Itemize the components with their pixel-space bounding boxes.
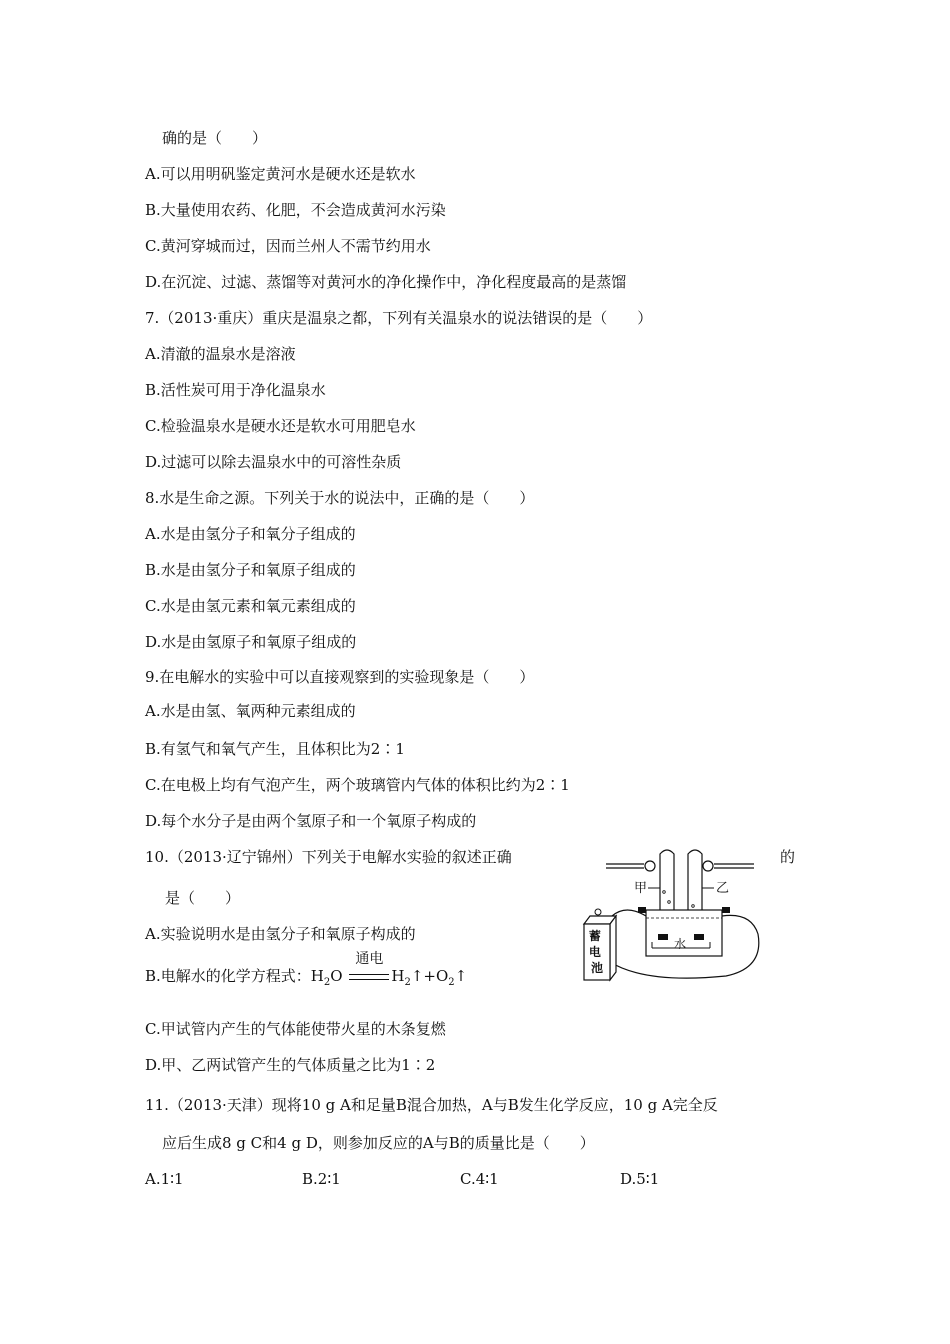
q10-b-products-h: H bbox=[391, 967, 405, 985]
q11-option-d: D.5∶1 bbox=[620, 1170, 660, 1188]
q11-option-b: B.2∶1 bbox=[302, 1170, 341, 1188]
right-tube-label: 乙 bbox=[716, 881, 730, 896]
q8-option-a: A.水是由氢分子和氧分子组成的 bbox=[145, 525, 356, 543]
equals-sign bbox=[349, 974, 389, 980]
q9-option-c: C.在电极上均有气泡产生，两个玻璃管内气体的体积比约为2∶1 bbox=[145, 776, 570, 794]
q10-b-h2o-tail: O bbox=[330, 967, 343, 985]
q6-option-b: B.大量使用农药、化肥，不会造成黄河水污染 bbox=[145, 201, 446, 219]
reaction-condition-label: 通电 bbox=[355, 951, 384, 967]
subscript: 2 bbox=[448, 977, 455, 988]
left-electrode bbox=[658, 934, 668, 940]
battery-terminal bbox=[595, 909, 601, 915]
battery-side bbox=[610, 916, 616, 980]
reaction-condition bbox=[347, 951, 391, 986]
q9-stem: 9.在电解水的实验中可以直接观察到的实验现象是（ ） bbox=[145, 668, 535, 686]
q11-option-c: C.4∶1 bbox=[460, 1170, 499, 1188]
q6-option-a: A.可以用明矾鉴定黄河水是硬水还是软水 bbox=[145, 165, 416, 183]
q6-stem-continuation: 确的是（ ） bbox=[162, 129, 268, 147]
battery-label: 蓄 电 池 bbox=[588, 929, 604, 975]
q9-option-a: A.水是由氢、氧两种元素组成的 bbox=[145, 702, 356, 720]
subscript: 2 bbox=[404, 977, 411, 988]
q7-stem: 7.（2013·重庆）重庆是温泉之都，下列有关温泉水的说法错误的是（ ） bbox=[145, 309, 653, 327]
q10-option-b bbox=[145, 951, 468, 993]
q7-option-d: D.过滤可以除去温泉水中的可溶性杂质 bbox=[145, 453, 402, 471]
electrolysis-apparatus-diagram bbox=[576, 844, 770, 984]
water-label: 水 bbox=[674, 937, 687, 951]
q8-option-d: D.水是由氢原子和氧原子组成的 bbox=[145, 633, 357, 651]
right-stopcock bbox=[703, 861, 713, 871]
left-tube-label: 甲 bbox=[634, 881, 648, 896]
q8-option-c: C.水是由氢元素和氧元素组成的 bbox=[145, 597, 356, 615]
q10-b-products-mid: ↑+O bbox=[410, 967, 449, 985]
q7-option-c: C.检验温泉水是硬水还是软水可用肥皂水 bbox=[145, 417, 416, 435]
subscript: 2 bbox=[323, 977, 331, 988]
q10-stem: 10.（2013·辽宁锦州）下列关于电解水实验的叙述正确 bbox=[145, 848, 512, 866]
q9-option-d: D.每个水分子是由两个氢原子和一个氧原子构成的 bbox=[145, 812, 477, 830]
right-clip bbox=[722, 907, 730, 913]
q11-stem: 11.（2013·天津）现将10 g A和足量B混合加热，A与B发生化学反应，10 g A完全反 bbox=[145, 1096, 718, 1114]
q10-option-d: D.甲、乙两试管产生的气体质量之比为1∶2 bbox=[145, 1056, 436, 1074]
q7-option-b: B.活性炭可用于净化温泉水 bbox=[145, 381, 326, 399]
q10-stem-continuation: 是（ ） bbox=[165, 889, 241, 907]
left-clip bbox=[638, 907, 646, 913]
q9-option-b: B.有氢气和氧气产生，且体积比为2∶1 bbox=[145, 740, 405, 758]
q11-stem-continuation: 应后生成8 g C和4 g D，则参加反应的A与B的质量比是（ ） bbox=[162, 1134, 595, 1152]
right-electrode bbox=[694, 934, 704, 940]
q10-option-c: C.甲试管内产生的气体能使带火星的木条复燃 bbox=[145, 1020, 446, 1038]
q8-stem: 8.水是生命之源。下列关于水的说法中，正确的是（ ） bbox=[145, 489, 535, 507]
q10-b-prefix: B.电解水的化学方程式：H bbox=[145, 967, 324, 985]
q10-option-a: A.实验说明水是由氢分子和氧原子构成的 bbox=[145, 925, 416, 943]
left-stopcock bbox=[645, 861, 655, 871]
q10-b-products-end: ↑ bbox=[454, 967, 468, 985]
q10-stem-end: 的 bbox=[780, 848, 796, 866]
q7-option-a: A.清澈的温泉水是溶液 bbox=[145, 345, 296, 363]
q6-option-d: D.在沉淀、过滤、蒸馏等对黄河水的净化操作中，净化程度最高的是蒸馏 bbox=[145, 273, 627, 291]
q8-option-b: B.水是由氢分子和氧原子组成的 bbox=[145, 561, 356, 579]
q11-option-a: A.1∶1 bbox=[145, 1170, 184, 1188]
q6-option-c: C.黄河穿城而过，因而兰州人不需节约用水 bbox=[145, 237, 431, 255]
